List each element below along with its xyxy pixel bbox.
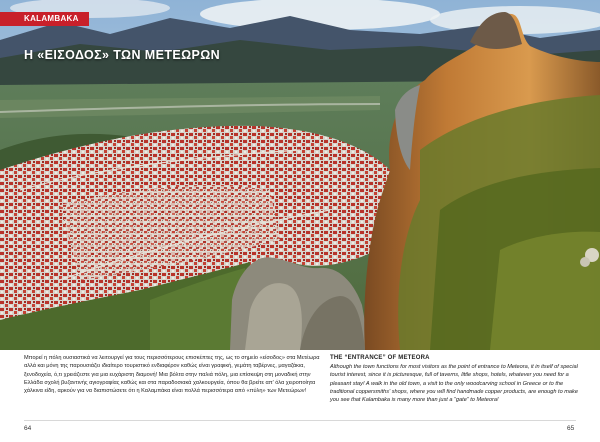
section-tag: KALAMBAKA — [0, 12, 89, 26]
english-title: THE “ENTRANCE” OF METEORA — [330, 355, 430, 361]
page-number-left: 64 — [24, 425, 32, 432]
page-number-right: 65 — [567, 425, 575, 432]
page-headline: Η «ΕΙΣΟΔΟΣ» ΤΩΝ ΜΕΤΕΩΡΩΝ — [24, 48, 221, 62]
english-text-column — [330, 354, 582, 404]
footer-divider — [24, 420, 576, 421]
greek-body-text: Μπορεί η πόλη ουσιαστικά να λειτουργεί για τους περισσότερους επισκέπτες της, ως το σημείο «είσοδος» στα Μετέωρα αλλά και μόνη της παρουσιάζει ιδιαίτερο τουριστικό ενδιαφέρον καθώς είναι γραφική, γεμάτη ταβέρνες, μαγαζάκια, ξενοδοχεία, ό,τι χρειάζεστε για μια ευχάριστη διαμονή! Μια βόλτα στην παλιά πόλη, μια επίσκεψη στη μοναδική στην Ελλάδα σχολή βυζαντινής αγιογραφίας καθώς και στα παραδοσιακά χαλκουργεία, όπου θα βρείτε απ' όλα χειροποίητα χάλκινα είδη, αρκούν για να διαπιστώσετε ότι η Καλαμπάκα είναι πολλά περισσότερα από «πύλη» των Μετεώρων! — [24, 355, 320, 395]
english-body-text: Although the town functions for most visitors as the point of entrance to Meteora, it in itself of special tourist interest, since it is picturesque, full of taverns, little shops, hotels, whatever you need for a pleasant stay! A walk in the old town, a visit to the only woodcarving school in Greece or to the traditional coppersmiths' shops, where you will find handmade copper products, are enough to make you see that Kalambaka is many more than just a “gate” to Meteora! — [330, 364, 578, 404]
